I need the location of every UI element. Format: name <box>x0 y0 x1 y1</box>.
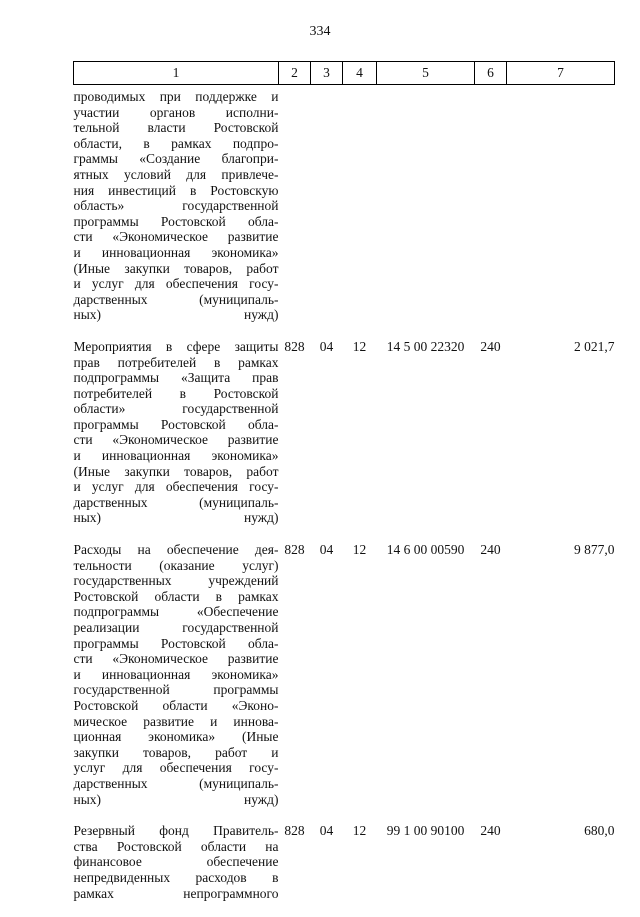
ministry-cell <box>279 85 311 339</box>
description-line: область» государственной <box>73 198 279 214</box>
description-line: мическое развитие и иннова- <box>73 713 279 729</box>
description-line: государственных учреждений <box>73 573 279 589</box>
description-line: потребителей в Ростовской <box>73 385 279 401</box>
description-line: проводимых при поддержке и <box>73 89 279 104</box>
target-article-cell: 14 6 00 00590 <box>386 542 465 558</box>
description-line: сти «Экономическое развитие <box>73 229 279 245</box>
description-line: ства Ростовской области на <box>73 838 279 854</box>
description-line: дарственных (муниципаль- <box>73 291 279 307</box>
ministry-cell: 828 <box>284 823 305 839</box>
description-line: и услуг для обеспечения госу- <box>73 276 279 292</box>
column-header-3: 3 <box>311 62 343 85</box>
column-header-5: 5 <box>377 62 475 85</box>
description-line: и услуг для обеспечения госу- <box>73 479 279 495</box>
description-line: (Иные закупки товаров, работ <box>73 463 279 479</box>
description-line: Расходы на обеспечение дея- <box>73 542 279 558</box>
target-article-cell: 14 5 00 22320 <box>386 338 465 354</box>
description-line: и инновационная экономика» <box>73 666 279 682</box>
page-number: 334 <box>309 24 331 39</box>
description-line: Мероприятия в сфере защиты <box>73 338 279 354</box>
description-line: участии органов исполни- <box>73 104 279 120</box>
description-line: сти «Экономическое развитие <box>73 432 279 448</box>
expense-type-cell: 240 <box>480 338 501 354</box>
description-line: граммы «Создание благопри- <box>73 151 279 167</box>
description-cell <box>74 339 279 542</box>
description-cell <box>74 85 279 339</box>
budget-table <box>73 61 615 917</box>
section-cell: 04 <box>319 338 334 354</box>
column-header-1: 1 <box>74 62 279 85</box>
column-header-6: 6 <box>475 62 507 85</box>
amount-cell: 9 877,0 <box>574 542 615 558</box>
description-line: реализации государственной <box>73 620 279 635</box>
description-line: области, в рамках подпро- <box>73 135 279 151</box>
description-line: финансовое обеспечение <box>73 854 279 870</box>
description-line: области» государственной <box>73 401 279 417</box>
description-line: прав потребителей в рамках <box>73 354 279 370</box>
description-line: программы Ростовской обла- <box>73 635 279 651</box>
expense-type-cell: 240 <box>480 542 501 558</box>
description-line: Резервный фонд Правитель- <box>73 823 279 839</box>
description-line: подпрограммы «Защита прав <box>73 370 279 386</box>
column-header-7: 7 <box>507 62 615 85</box>
table-row <box>74 542 615 823</box>
description-line: (Иные закупки товаров, работ <box>73 260 279 276</box>
description-line: подпрограммы «Обеспечение <box>73 604 279 620</box>
description-line: ных) нужд) <box>73 510 279 526</box>
expense-type-cell <box>475 85 507 339</box>
target-article-cell: 99 1 00 90100 <box>386 823 465 839</box>
ministry-cell: 828 <box>284 338 305 354</box>
description-line: тельной власти Ростовской <box>73 120 279 136</box>
table-row <box>74 823 615 917</box>
description-line: дарственных (муниципаль- <box>73 775 279 791</box>
amount-cell: 680,0 <box>584 823 615 839</box>
ministry-cell: 828 <box>284 542 305 558</box>
description-line: услуг для обеспечения госу- <box>73 760 279 776</box>
column-header-4: 4 <box>343 62 377 85</box>
description-line: Ростовской области «Эконо- <box>73 697 279 713</box>
description-line: ных) нужд) <box>73 791 279 807</box>
table-row <box>74 339 615 542</box>
description-line: тельности (оказание услуг) <box>73 557 279 573</box>
description-cell <box>74 542 279 823</box>
description-line: ния инвестиций в Ростовскую <box>73 182 279 198</box>
description-line: ных) нужд) <box>73 307 279 323</box>
table-row <box>74 85 615 339</box>
description-line: непредвиденных расходов в <box>73 869 279 885</box>
description-line: сти «Экономическое развитие <box>73 651 279 667</box>
description-line: рамках непрограммного <box>73 885 279 901</box>
table-header-row <box>74 62 615 85</box>
amount-cell: 2 021,7 <box>574 338 615 354</box>
description-cell <box>74 823 279 917</box>
description-line: ятных условий для привлече- <box>73 166 279 182</box>
subsection-cell: 12 <box>352 542 367 558</box>
subsection-cell: 12 <box>352 338 367 354</box>
description-line: и инновационная экономика» <box>73 448 279 464</box>
description-line: программы Ростовской обла- <box>73 213 279 229</box>
subsection-cell <box>343 85 377 339</box>
section-cell: 04 <box>319 823 334 839</box>
description-line: дарственных (муниципаль- <box>73 494 279 510</box>
subsection-cell: 12 <box>352 823 367 839</box>
expense-type-cell: 240 <box>480 823 501 839</box>
description-line: и инновационная экономика» <box>73 244 279 260</box>
target-article-cell <box>377 85 475 339</box>
description-line: государственной программы <box>73 682 279 698</box>
amount-cell <box>507 85 615 339</box>
description-line: программы Ростовской обла- <box>73 416 279 432</box>
column-header-2: 2 <box>279 62 311 85</box>
description-line: закупки товаров, работ и <box>73 744 279 760</box>
section-cell: 04 <box>319 542 334 558</box>
section-cell <box>311 85 343 339</box>
description-line: Ростовской области в рамках <box>73 588 279 604</box>
description-line: ционная экономика» (Иные <box>73 729 279 745</box>
